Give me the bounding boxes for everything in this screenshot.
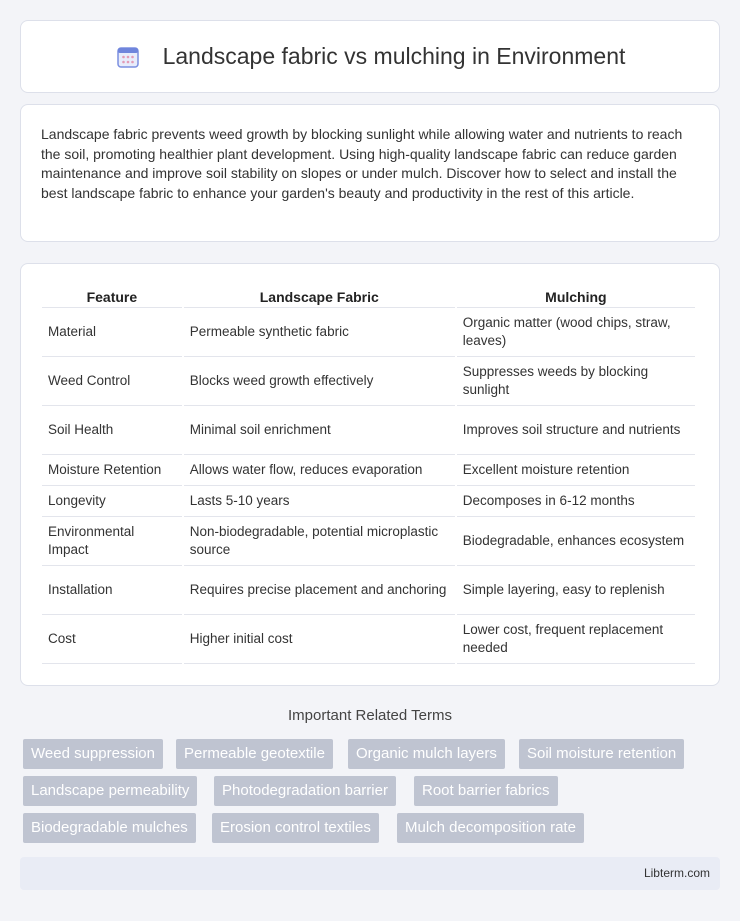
comparison-table <box>40 284 697 664</box>
table-cell: Moisture Retention <box>42 455 182 486</box>
related-term-tag[interactable]: Photodegradation barrier <box>214 776 396 806</box>
table-cell: Minimal soil enrichment <box>184 406 455 455</box>
related-term-tag[interactable]: Erosion control textiles <box>212 813 379 843</box>
table-row <box>42 357 695 406</box>
table-cell: Improves soil structure and nutrients <box>457 406 695 455</box>
table-cell: Blocks weed growth effectively <box>184 357 455 406</box>
related-term-tag[interactable]: Biodegradable mulches <box>23 813 196 843</box>
table-cell: Soil Health <box>42 406 182 455</box>
table-row <box>42 486 695 517</box>
table-row <box>42 406 695 455</box>
table-cell: Requires precise placement and anchoring <box>184 566 455 615</box>
table-cell: Lasts 5-10 years <box>184 486 455 517</box>
table-cell: Decomposes in 6-12 months <box>457 486 695 517</box>
related-term-tag[interactable]: Permeable geotextile <box>176 739 333 769</box>
intro-text: Landscape fabric prevents weed growth by blocking sunlight while allowing water and nutrients to reach the soil, promoting healthier plant development. Using high-quality landscape fabric can reduce garden maintenance and improve soil stability on slopes or under mulch. Discover how to select and install the best landscape fabric to enhance your garden's beauty and productivity in the rest of this article. <box>41 126 683 201</box>
table-row <box>42 308 695 357</box>
calendar-icon <box>115 44 141 70</box>
intro-card <box>20 104 720 242</box>
footer-site-link[interactable]: Libterm.com <box>643 866 710 880</box>
table-row <box>42 566 695 615</box>
column-header-landscape-fabric: Landscape Fabric <box>184 284 455 308</box>
table-cell: Non-biodegradable, potential microplastic source <box>184 517 455 566</box>
table-row <box>42 455 695 486</box>
table-cell: Material <box>42 308 182 357</box>
related-term-tag[interactable]: Root barrier fabrics <box>414 776 558 806</box>
table-cell: Lower cost, frequent replacement needed <box>457 615 695 664</box>
column-header-mulching: Mulching <box>457 284 695 308</box>
table-cell: Suppresses weeds by blocking sunlight <box>457 357 695 406</box>
comparison-table-card <box>20 263 720 686</box>
table-cell: Environmental Impact <box>42 517 182 566</box>
table-cell: Installation <box>42 566 182 615</box>
table-cell: Longevity <box>42 486 182 517</box>
related-term-tag[interactable]: Mulch decomposition rate <box>397 813 584 843</box>
related-terms-title: Important Related Terms <box>288 707 452 724</box>
related-term-tag[interactable]: Organic mulch layers <box>348 739 505 769</box>
footer <box>20 857 720 890</box>
page-title: Landscape fabric vs mulching in Environment <box>162 43 626 69</box>
related-term-tag[interactable]: Soil moisture retention <box>519 739 684 769</box>
table-cell: Excellent moisture retention <box>457 455 695 486</box>
table-cell: Biodegradable, enhances ecosystem <box>457 517 695 566</box>
column-header-feature: Feature <box>42 284 182 308</box>
table-cell: Higher initial cost <box>184 615 455 664</box>
related-term-tag[interactable]: Weed suppression <box>23 739 163 769</box>
table-cell: Cost <box>42 615 182 664</box>
table-cell: Simple layering, easy to replenish <box>457 566 695 615</box>
header-card <box>20 20 720 93</box>
table-cell: Organic matter (wood chips, straw, leaves) <box>457 308 695 357</box>
related-term-tag[interactable]: Landscape permeability <box>23 776 197 806</box>
table-cell: Allows water flow, reduces evaporation <box>184 455 455 486</box>
table-row <box>42 615 695 664</box>
table-cell: Permeable synthetic fabric <box>184 308 455 357</box>
table-row <box>42 517 695 566</box>
table-cell: Weed Control <box>42 357 182 406</box>
